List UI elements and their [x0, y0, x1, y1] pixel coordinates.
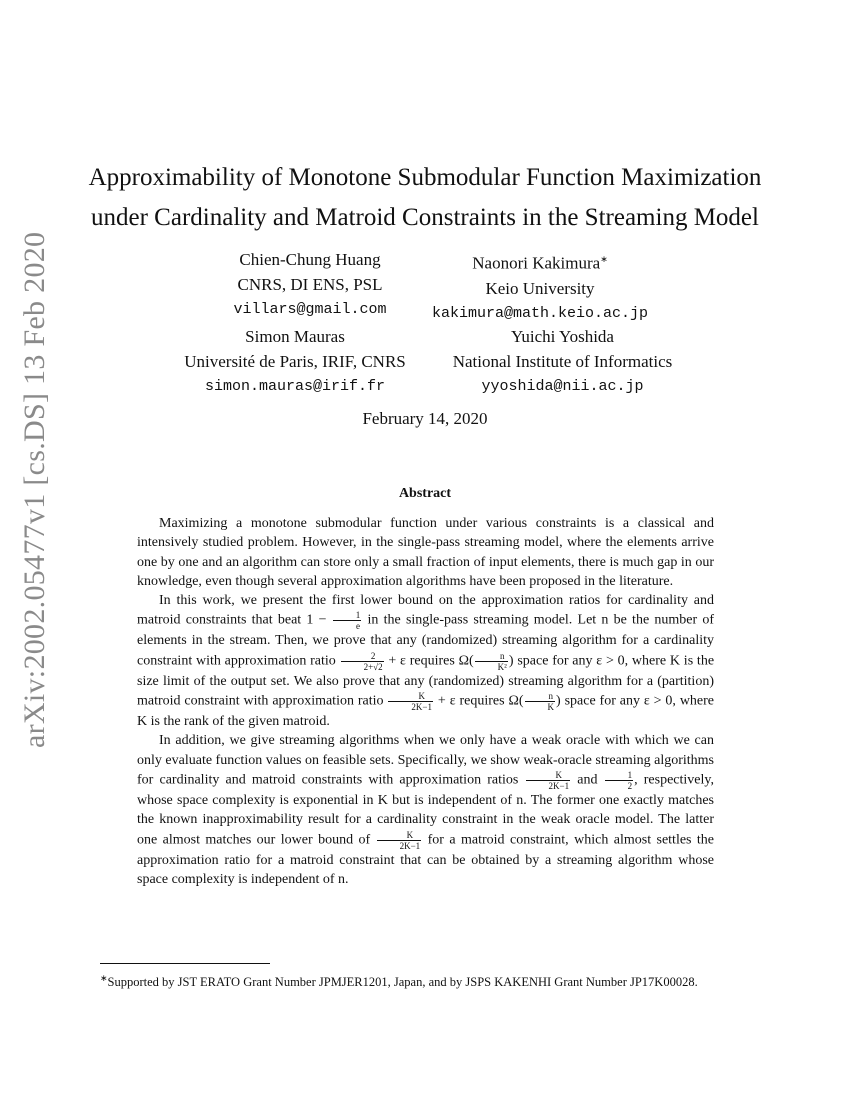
fraction-n-over-k-squared: $\frac{n}{\text{K²}}$ [475, 651, 508, 672]
title-line-1: Approximability of Monotone Submodular Function Maximization [88, 164, 762, 191]
author-name: Simon Mauras [245, 327, 345, 346]
publication-date: February 14, 2020 [362, 409, 488, 428]
abstract-paragraph-3: In addition, we give streaming algorithms when we only have a weak oracle with which we can only evaluate function values on feasible sets. Specifically, we show weak-oracle streaming algorithms for cardinality and matroid constraints with approximation ratios $\frac{K}{2K-1}$ and $\frac{1}{2}$ , respectively, whose space complexity is exponential in K but is independent of n. The former one exactly matches the known inapproximability result for a cardinality constraint in the weak oracle model. The latter one almost matches our lower bound of $\frac{K}{2K-1}$ for a matroid constraint, which almost settles the approximation ratio for a matroid constraint that can be obtained by a streaming algorithm whose space complexity is independent of n. [137, 733, 715, 887]
fraction-one-over-e: $\frac{1}{e}$ [333, 610, 362, 631]
author-name: Naonori Kakimura∗ [472, 253, 608, 273]
title-line-2: under Cardinality and Matroid Constraints in the Streaming Model [91, 204, 759, 231]
author-email[interactable]: yyoshida@nii.ac.jp [481, 378, 644, 395]
footnote-marker[interactable]: ∗ [600, 254, 608, 264]
author-email[interactable]: kakimura@math.keio.ac.jp [431, 304, 649, 322]
fraction-k-over-2k-minus-1: $\frac{K}{2K-1}$ [388, 691, 433, 712]
footnote-rule [100, 963, 270, 964]
footnote-text: Supported by JST ERATO Grant Number JPMJER1201, Japan, and by JSPS KAKENHI Grant Number JP17K00028. [107, 975, 698, 990]
fraction-n-over-k: $\frac{n}{K}$ [525, 691, 556, 712]
abstract-body [137, 514, 714, 889]
author-affiliation: National Institute of Informatics [452, 352, 673, 371]
author-block-mauras [165, 324, 425, 399]
author-block-huang [200, 247, 420, 322]
footnote-mark: ∗ [100, 973, 108, 983]
abstract-heading: Abstract [398, 486, 452, 501]
author-block-yoshida [430, 324, 695, 399]
abstract-paragraph-2: In this work, we present the first lower bound on the approximation ratios for cardinality and matroid constraints that beat 1 − $\frac{1}{e}$ in the single-pass streaming model. Let n be the number of elements in the stream. Then, we prove that any (randomized) streaming algorithm for a cardinality constraint with approximation ratio $\frac{2}{2+√2}$ + ε requires Ω( $\frac{n}{\text{K²}}$ ) space for any ε > 0, where K is the size limit of the output set. We also prove that any (randomized) streaming algorithm for a (partition) matroid constraint with approximation ratio $\frac{K}{2K-1}$ + ε requires Ω( $\frac{n}{K}$ ) space for any ε > 0, where K is the rank of the given matroid. [137, 593, 715, 730]
author-block-kakimura [410, 247, 670, 326]
author-name: Chien-Chung Huang [239, 250, 381, 269]
author-affiliation: Keio University [485, 278, 595, 298]
author-email[interactable]: simon.mauras@irif.fr [204, 378, 386, 395]
arxiv-identifier-stamp: arXiv:2002.05477v1 [cs.DS] 13 Feb 2020 [18, 231, 51, 748]
author-affiliation: CNRS, DI ENS, PSL [237, 275, 383, 294]
author-email[interactable]: villars@gmail.com [233, 301, 387, 318]
fraction-k-over-2k-minus-1: $\frac{K}{2K-1}$ [377, 830, 422, 851]
footnote [100, 969, 750, 991]
fraction-one-half: $\frac{1}{2}$ [605, 770, 634, 791]
fraction-two-over-two-plus-sqrt2: $\frac{2}{2+√2}$ [341, 651, 384, 672]
author-name: Yuichi Yoshida [511, 327, 614, 346]
paper-title [60, 158, 790, 238]
fraction-k-over-2k-minus-1: $\frac{K}{2K-1}$ [526, 770, 571, 791]
author-affiliation: Université de Paris, IRIF, CNRS [184, 352, 406, 371]
abstract-paragraph-1: Maximizing a monotone submodular function under various constraints is a classical and intensively studied problem. However, in the single-pass streaming model, where the elements arrive one by one and an algorithm can store only a small fraction of input elements, there is much gap in our knowledge, even though several approximation algorithms have been proposed in the literature. [137, 516, 714, 589]
